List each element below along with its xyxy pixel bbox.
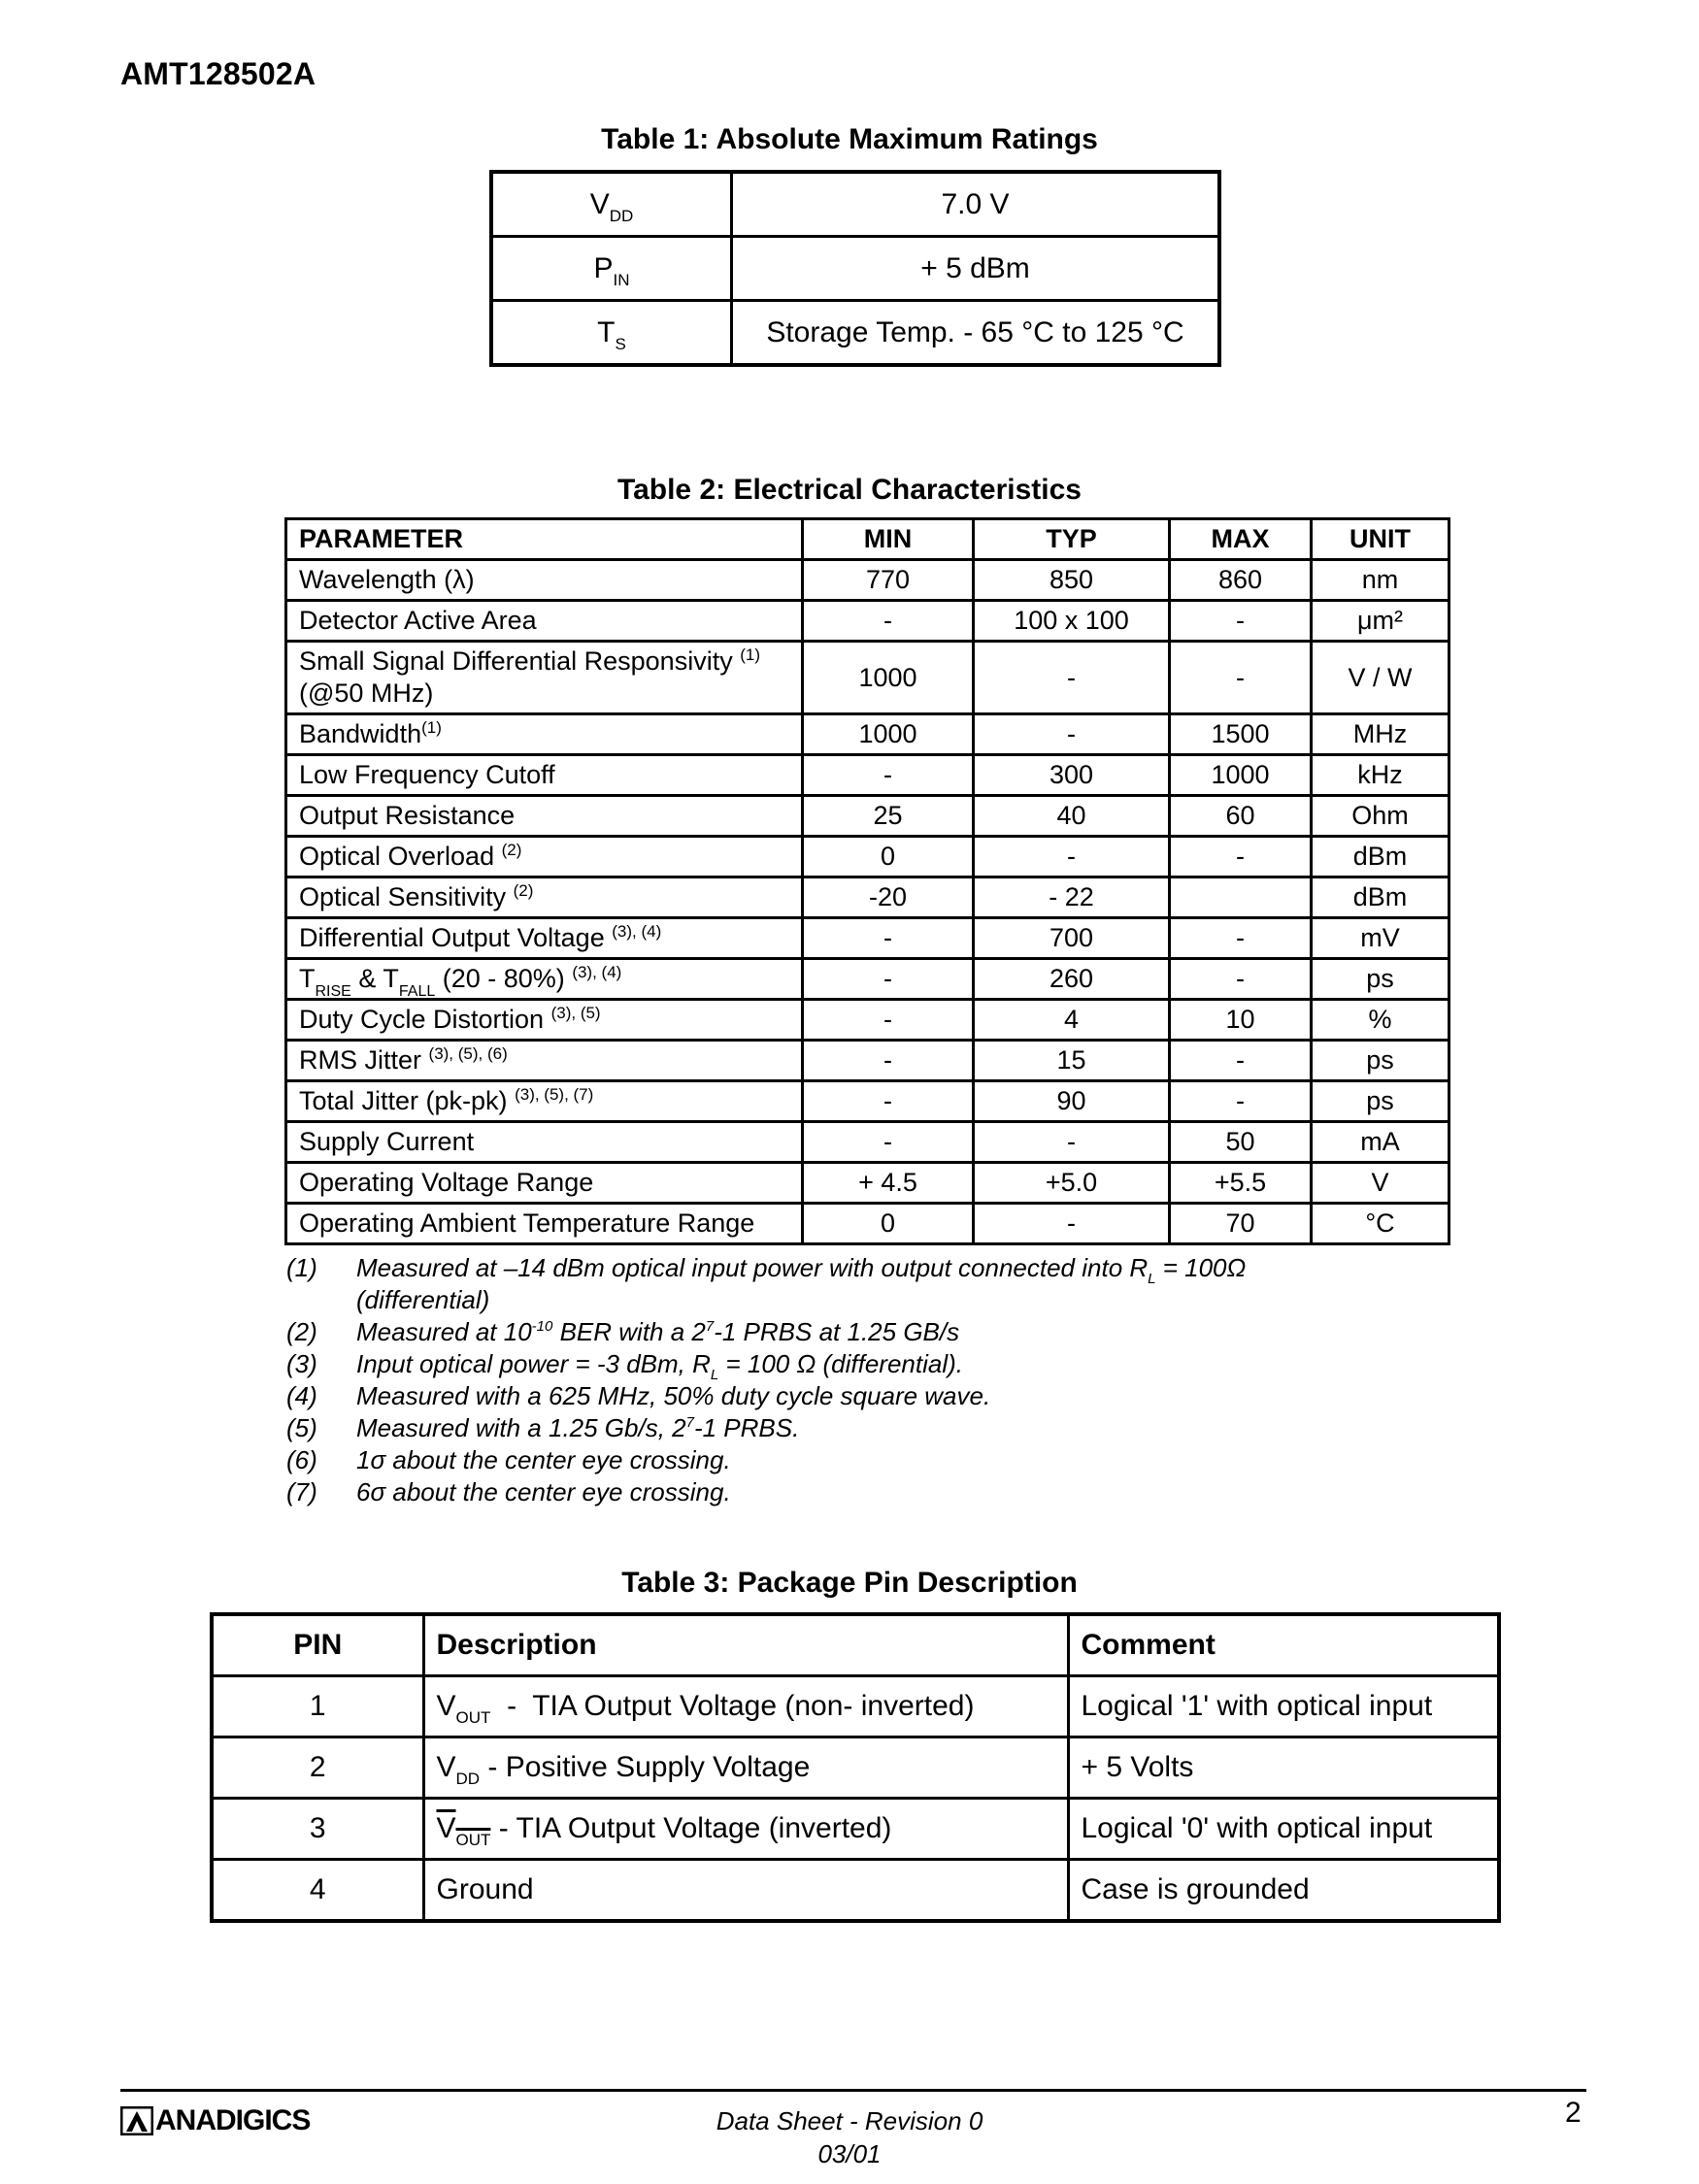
table-row [286, 1081, 1449, 1122]
table-row [286, 714, 1449, 755]
footer-revision [0, 2104, 1699, 2170]
unit-cell: °C [1312, 1204, 1449, 1244]
rating-symbol: $V_{DD}$ [491, 172, 732, 237]
table-row [286, 1204, 1449, 1244]
typ-cell: 300 [974, 755, 1170, 796]
header-description: Description [423, 1614, 1068, 1676]
footnote: (4) Measured with a 625 MHz, 50% duty cycle square wave. [286, 1381, 991, 1410]
min-cell: 1000 [803, 642, 974, 714]
footnote-ref: (3), (4) [612, 922, 662, 941]
parameter-cell: Operating Voltage Range [286, 1163, 803, 1204]
unit-cell: nm [1312, 560, 1449, 601]
footnote: (1) Measured at –14 dBm optical input power with output connected into $R_L = 100\Omega$ [286, 1253, 1247, 1287]
max-cell: 1500 [1170, 714, 1312, 755]
max-cell: 60 [1170, 796, 1312, 837]
pin-description: $V_{OUT}$ - TIA Output Voltage (inverted) [423, 1799, 1068, 1860]
footnote: (2) Measured at 10$^{-10}$ BER with a 2$^7$-1 PRBS at 1.25 GB/s [286, 1317, 960, 1346]
parameter-cell: Optical Overload $^{(2)}$ [286, 837, 803, 877]
min-cell: -20 [803, 877, 974, 918]
min-cell: - [803, 918, 974, 959]
header-min: MIN [803, 519, 974, 560]
unit-cell: % [1312, 1000, 1449, 1041]
parameter-cell: $T_{RISE}$ & $T_{FALL}$ (20 - 80%) $^{(3), (4)}$ [286, 959, 803, 1000]
unit-cell: V / W [1312, 642, 1449, 714]
typ-cell: - [974, 642, 1170, 714]
typ-cell: +5.0 [974, 1163, 1170, 1204]
parameter-cell: Output Resistance [286, 796, 803, 837]
footnote-ref: (3), (4) [572, 963, 622, 981]
table-row [212, 1799, 1499, 1860]
max-cell: 70 [1170, 1204, 1312, 1244]
header-unit: UNIT [1312, 519, 1449, 560]
table-row [286, 1000, 1449, 1041]
table-row [286, 601, 1449, 642]
footnote-ref: (3), (5) [550, 1004, 601, 1022]
footnote: (6) 1σ about the center eye crossing. [286, 1445, 731, 1474]
footer-date: 03/01 [817, 2139, 882, 2168]
table-row [491, 237, 1219, 301]
unit-cell: Ohm [1312, 796, 1449, 837]
header-comment: Comment [1068, 1614, 1499, 1676]
table-row [286, 1163, 1449, 1204]
footnote-ref: (2) [513, 881, 534, 900]
pin-comment: Case is grounded [1068, 1860, 1499, 1922]
electrical-characteristics-table [284, 517, 1450, 1245]
unit-cell: μm² [1312, 601, 1449, 642]
parameter-cell: Differential Output Voltage $^{(3), (4)}$ [286, 918, 803, 959]
footnote-ref: (3), (5), (6) [428, 1044, 508, 1063]
unit-cell: dBm [1312, 877, 1449, 918]
pin-comment: + 5 Volts [1068, 1737, 1499, 1799]
pin-number: 2 [212, 1737, 423, 1799]
max-cell: 1000 [1170, 755, 1312, 796]
parameter-cell: Total Jitter (pk-pk) $^{(3), (5), (7)}$ [286, 1081, 803, 1122]
unit-cell: mA [1312, 1122, 1449, 1163]
parameter-cell: Detector Active Area [286, 601, 803, 642]
table-row [491, 301, 1219, 366]
typ-cell: 850 [974, 560, 1170, 601]
table-row [286, 877, 1449, 918]
table-row [212, 1737, 1499, 1799]
typ-cell: - [974, 1122, 1170, 1163]
header-typ: TYP [974, 519, 1170, 560]
min-cell: 770 [803, 560, 974, 601]
table2-title: Table 2: Electrical Characteristics [616, 474, 1082, 506]
pin-number: 3 [212, 1799, 423, 1860]
header-max: MAX [1170, 519, 1312, 560]
unit-cell: ps [1312, 1081, 1449, 1122]
unit-cell: kHz [1312, 755, 1449, 796]
typ-cell: - [974, 714, 1170, 755]
parameter-cell: Optical Sensitivity $^{(2)}$ [286, 877, 803, 918]
min-cell: - [803, 959, 974, 1000]
table-row [286, 1122, 1449, 1163]
min-cell: - [803, 1081, 974, 1122]
parameter-cell: Operating Ambient Temperature Range [286, 1204, 803, 1244]
footnote-continuation: (differential) [356, 1285, 490, 1314]
document-id: AMT128502A [120, 56, 316, 91]
min-cell: - [803, 601, 974, 642]
typ-cell: - [974, 1204, 1170, 1244]
table-header-row [212, 1614, 1499, 1676]
parameter-cell: Small Signal Differential Responsivity $^{(1)}$ (@50 MHz) [286, 642, 803, 714]
max-cell: - [1170, 1081, 1312, 1122]
typ-cell: 100 x 100 [974, 601, 1170, 642]
table-row [286, 837, 1449, 877]
table-row [212, 1676, 1499, 1737]
typ-cell: - [974, 837, 1170, 877]
unit-cell: dBm [1312, 837, 1449, 877]
table-row [286, 918, 1449, 959]
parameter-cell: RMS Jitter $^{(3), (5), (6)}$ [286, 1041, 803, 1081]
min-cell: - [803, 755, 974, 796]
max-cell: +5.5 [1170, 1163, 1312, 1204]
table-row [286, 755, 1449, 796]
max-cell [1170, 877, 1312, 918]
footnote-ref: (1) [421, 718, 442, 737]
max-cell: 10 [1170, 1000, 1312, 1041]
table-row [491, 172, 1219, 237]
footnote-ref: (3), (5), (7) [515, 1085, 594, 1104]
min-cell: - [803, 1041, 974, 1081]
header-pin: PIN [212, 1614, 423, 1676]
parameter-cell: Low Frequency Cutoff [286, 755, 803, 796]
typ-cell: 15 [974, 1041, 1170, 1081]
table-row [286, 959, 1449, 1000]
table3-title: Table 3: Package Pin Description [621, 1567, 1078, 1599]
min-cell: - [803, 1000, 974, 1041]
pin-number: 1 [212, 1676, 423, 1737]
pin-comment: Logical '1' with optical input [1068, 1676, 1499, 1737]
table-row [286, 1041, 1449, 1081]
footnote: (3) Input optical power = -3 dBm, $R_L = 100$ Ω (differential). [286, 1349, 963, 1383]
header-parameter: PARAMETER [286, 519, 803, 560]
max-cell: 860 [1170, 560, 1312, 601]
max-cell: - [1170, 918, 1312, 959]
page-number: 2 [1565, 2097, 1582, 2129]
footnote: (7) 6σ about the center eye crossing. [286, 1477, 731, 1506]
logo-text: ANADIGICS [155, 2104, 311, 2136]
rating-value: 7.0 V [732, 172, 1220, 237]
footer-line1: Data Sheet - Revision 0 [716, 2106, 983, 2135]
min-cell: 0 [803, 837, 974, 877]
typ-cell: 40 [974, 796, 1170, 837]
package-pin-description-table [210, 1612, 1501, 1923]
pin-comment: Logical '0' with optical input [1068, 1799, 1499, 1860]
footnotes [286, 1252, 1403, 1508]
footnote-ref: (2) [501, 841, 522, 859]
parameter-cell: Wavelength (λ) [286, 560, 803, 601]
footnote: (5) Measured with a 1.25 Gb/s, 2$^7$-1 PRBS. [286, 1413, 800, 1442]
pin-description: $V_{OUT}$ - TIA Output Voltage (non- inverted) [423, 1676, 1068, 1737]
max-cell: - [1170, 601, 1312, 642]
max-cell: 50 [1170, 1122, 1312, 1163]
unit-cell: MHz [1312, 714, 1449, 755]
table-row [286, 642, 1449, 714]
parameter-cell: Bandwidth$^{(1)}$ [286, 714, 803, 755]
min-cell: - [803, 1122, 974, 1163]
unit-cell: V [1312, 1163, 1449, 1204]
parameter-cell: Supply Current [286, 1122, 803, 1163]
footer-divider [120, 2089, 1586, 2092]
unit-cell: ps [1312, 959, 1449, 1000]
unit-cell: mV [1312, 918, 1449, 959]
min-cell: + 4.5 [803, 1163, 974, 1204]
table-row [286, 560, 1449, 601]
pin-description: Ground [423, 1860, 1068, 1922]
rating-symbol: $T_S$ [491, 301, 732, 366]
parameter-cell: Duty Cycle Distortion $^{(3), (5)}$ [286, 1000, 803, 1041]
pin-description: $V_{DD}$ - Positive Supply Voltage [423, 1737, 1068, 1799]
absolute-max-ratings-table [489, 170, 1221, 367]
typ-cell: 260 [974, 959, 1170, 1000]
typ-cell: 90 [974, 1081, 1170, 1122]
table-header-row [286, 519, 1449, 560]
max-cell: - [1170, 642, 1312, 714]
typ-cell: - 22 [974, 877, 1170, 918]
typ-cell: 700 [974, 918, 1170, 959]
table1-title: Table 1: Absolute Maximum Ratings [601, 123, 1098, 155]
min-cell: 0 [803, 1204, 974, 1244]
typ-cell: 4 [974, 1000, 1170, 1041]
min-cell: 25 [803, 796, 974, 837]
max-cell: - [1170, 1041, 1312, 1081]
footnote-ref: (1) [740, 645, 760, 664]
pin-number: 4 [212, 1860, 423, 1922]
table-row [212, 1860, 1499, 1922]
max-cell: - [1170, 837, 1312, 877]
min-cell: 1000 [803, 714, 974, 755]
unit-cell: ps [1312, 1041, 1449, 1081]
rating-symbol: $P_{IN}$ [491, 237, 732, 301]
rating-value: + 5 dBm [732, 237, 1220, 301]
rating-value: Storage Temp. - 65 °C to 125 °C [732, 301, 1220, 366]
table-row [286, 796, 1449, 837]
max-cell: - [1170, 959, 1312, 1000]
